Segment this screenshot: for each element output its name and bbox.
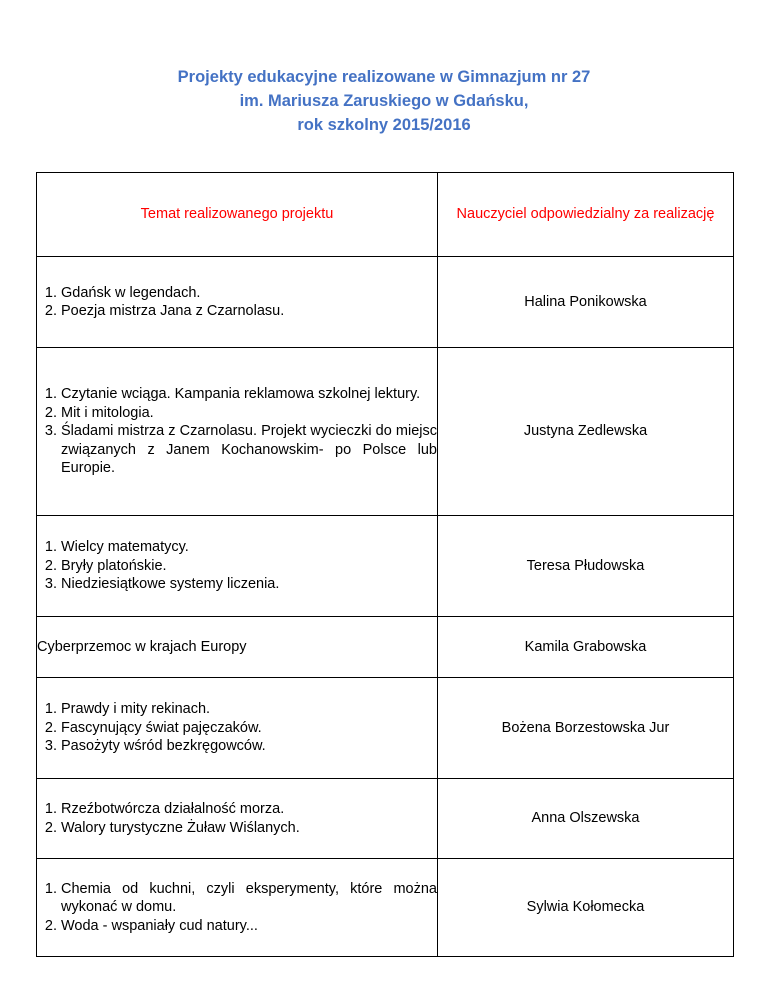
list-item: 2. Woda - wspaniały cud natury... [61, 917, 437, 936]
topic-cell [37, 617, 438, 678]
projects-table [36, 172, 734, 957]
list-item: 1. Gdańsk w legendach. [61, 284, 437, 303]
topic-list [37, 800, 437, 837]
header-teacher: Nauczyciel odpowiedzialny za realizację [438, 173, 734, 257]
topic-list [37, 700, 437, 756]
list-item: 2. Fascynujący świat pajęczaków. [61, 719, 437, 738]
list-item: 3. Pasożyty wśród bezkręgowców. [61, 737, 437, 756]
header-topic: Temat realizowanego projektu [37, 173, 438, 257]
title-line-2: im. Mariusza Zaruskiego w Gdańsku, [239, 92, 529, 110]
topic-list [37, 538, 437, 594]
list-item: 1. Rzeźbotwórcza działalność morza. [61, 800, 437, 819]
table-row [37, 678, 734, 779]
table-row [37, 257, 734, 348]
topic-list [37, 880, 437, 936]
topic-list [37, 385, 437, 478]
teacher-cell: Sylwia Kołomecka [438, 859, 734, 957]
teacher-cell: Kamila Grabowska [438, 617, 734, 678]
list-item: 1. Prawdy i mity rekinach. [61, 700, 437, 719]
teacher-cell: Teresa Płudowska [438, 516, 734, 617]
topic-text: Cyberprzemoc w krajach Europy [37, 638, 247, 655]
table-row [37, 779, 734, 859]
table-row [37, 516, 734, 617]
list-item: 1. Wielcy matematycy. [61, 538, 437, 557]
list-item: 3. Śladami mistrza z Czarnolasu. Projekt wycieczki do miejsc związanych z Janem Kochanowskim- po Polsce lub Europie. [61, 422, 437, 478]
list-item: 3. Niedziesiątkowe systemy liczenia. [61, 575, 437, 594]
list-item: 2. Walory turystyczne Żuław Wiślanych. [61, 819, 437, 838]
table-row [37, 617, 734, 678]
topic-cell [37, 257, 438, 348]
list-item: 2. Mit i mitologia. [61, 404, 437, 423]
table-header-row [37, 173, 734, 257]
title-line-1: Projekty edukacyjne realizowane w Gimnazjum nr 27 [177, 68, 591, 86]
topic-cell [37, 859, 438, 957]
table-row [37, 859, 734, 957]
list-item: 1. Czytanie wciąga. Kampania reklamowa szkolnej lektury. [61, 385, 437, 404]
topic-cell [37, 678, 438, 779]
list-item: 2. Bryły platońskie. [61, 557, 437, 576]
teacher-cell: Bożena Borzestowska Jur [438, 678, 734, 779]
list-item: 2. Poezja mistrza Jana z Czarnolasu. [61, 302, 437, 321]
topic-cell [37, 779, 438, 859]
document-title [0, 65, 768, 137]
teacher-cell: Halina Ponikowska [438, 257, 734, 348]
title-line-3: rok szkolny 2015/2016 [297, 116, 471, 134]
teacher-cell: Anna Olszewska [438, 779, 734, 859]
table-row [37, 348, 734, 516]
list-item: 1. Chemia od kuchni, czyli eksperymenty, które można wykonać w domu. [61, 880, 437, 917]
topic-list [37, 284, 437, 321]
topic-cell [37, 348, 438, 516]
topic-cell [37, 516, 438, 617]
teacher-cell: Justyna Zedlewska [438, 348, 734, 516]
